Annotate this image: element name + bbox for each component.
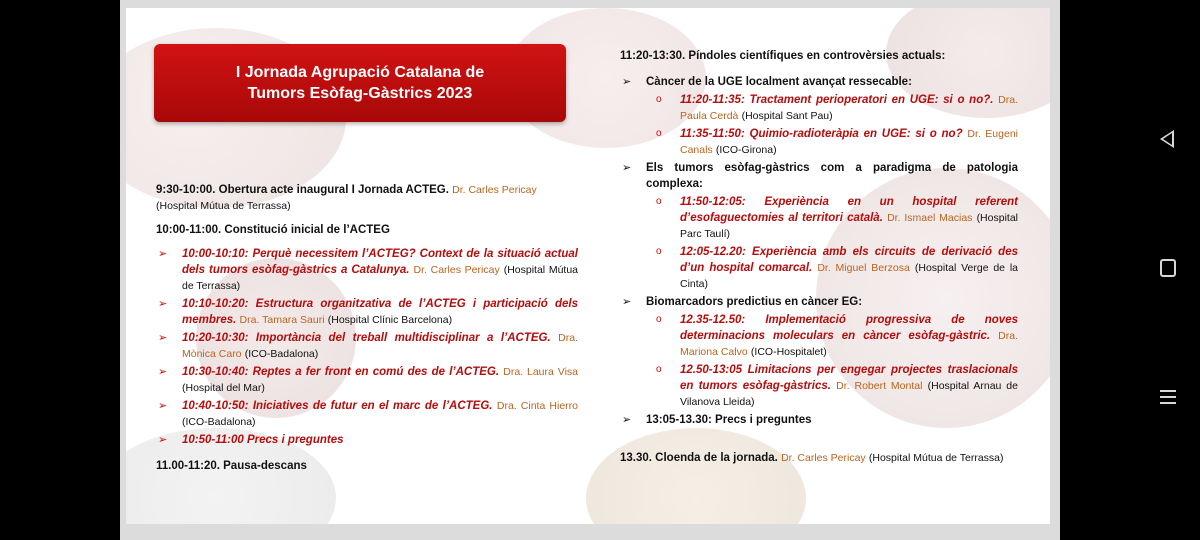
item-speaker: Dra. Mariona Calvo	[680, 330, 1018, 358]
agenda-subitem	[620, 362, 1018, 410]
item-speaker: Dr. Carles Pericay	[413, 264, 500, 276]
home-icon[interactable]	[1160, 259, 1176, 277]
item-speaker: Dra. Cinta Hierro	[496, 400, 578, 412]
closing-entry	[620, 450, 1018, 466]
item-speaker: Dr. Miguel Berzosa	[817, 262, 910, 274]
opening-affiliation: (Hospital Mútua de Terrassa)	[156, 200, 291, 212]
item-speaker: Dra. Tamara Sauri	[239, 314, 325, 326]
arrow-bullet-icon: ➢	[158, 248, 168, 260]
item-title: 11:20-11:35: Tractament perioperatori en UGE: si o no?.	[680, 94, 994, 106]
topic-group	[620, 160, 1018, 192]
item-speaker: Dr. Ismael Macias	[887, 212, 973, 224]
item-title: 12.50-13:05 Limitacions per engegar projectes traslacionals en tumors esòfag-gàstrics.	[680, 364, 1018, 392]
program-right-column	[620, 48, 1018, 466]
item-title: 11:35-11:50: Quimio-radioteràpia en UGE: si o no?	[680, 128, 963, 140]
topic-title: Biomarcadors predictius en càncer EG:	[646, 296, 863, 308]
opening-time: 9:30-10:00.	[156, 184, 216, 196]
back-icon[interactable]	[1160, 130, 1174, 148]
opening-speaker: Dr. Carles Pericay	[452, 184, 537, 196]
topic-title: Càncer de la UGE localment avançat ressecable:	[646, 76, 912, 88]
agenda-item	[156, 246, 578, 294]
document-viewer[interactable]	[120, 0, 1060, 540]
agenda-item	[156, 330, 578, 362]
item-title: 10:50-11:00 Precs i preguntes	[182, 434, 344, 446]
circle-bullet-icon: o	[656, 128, 662, 139]
program-left-column	[156, 182, 578, 474]
program-page	[126, 8, 1050, 524]
opening-title: Obertura acte inaugural I Jornada ACTEG.	[218, 184, 449, 196]
circle-bullet-icon: o	[656, 364, 662, 375]
opening-entry	[156, 182, 578, 214]
agenda-item	[156, 364, 578, 396]
item-title: 10:10-10:20: Estructura organitzativa de l’ACTEG i participació dels membres.	[182, 298, 578, 326]
event-title-line2: Tumors Esòfag-Gàstrics 2023	[247, 85, 473, 102]
item-affiliation: (ICO-Girona)	[715, 144, 777, 156]
closing-title: 13.30. Cloenda de la jornada.	[620, 452, 778, 464]
item-affiliation: (Hospital Clínic Barcelona)	[327, 314, 453, 326]
arrow-bullet-icon: ➢	[622, 296, 632, 308]
agenda-subitem	[620, 92, 1018, 124]
agenda-subitem	[620, 244, 1018, 292]
item-title: 12.35-12.50: Implementació progressiva de noves determinacions moleculars en càncer esòfag-gàstric.	[680, 314, 1018, 342]
item-title: 10:30-10:40: Reptes a fer front en comú des de l’ACTEG.	[182, 366, 500, 378]
item-affiliation: (Hospital Arnau de Vilanova Lleida)	[680, 380, 1018, 408]
break-entry: 11.00-11:20. Pausa-descans	[156, 460, 307, 472]
event-title-line1: I Jornada Agrupació Catalana de	[235, 64, 485, 81]
item-affiliation: (Hospital Sant Pau)	[741, 110, 833, 122]
item-affiliation: (Hospital Parc Taulí)	[680, 212, 1018, 240]
arrow-bullet-icon: ➢	[158, 400, 168, 412]
arrow-bullet-icon: ➢	[158, 332, 168, 344]
item-affiliation: (ICO-Badalona)	[182, 416, 256, 428]
item-affiliation: (ICO-Badalona)	[244, 348, 319, 360]
item-title: 10:00-10:10: Perquè necessitem l’ACTEG? Context de la situació actual dels tumors esòfag-gàstrics a Catalunya.	[182, 248, 578, 276]
item-affiliation: (Hospital Mútua de Terrassa)	[182, 264, 579, 292]
agenda-subitem	[620, 126, 1018, 158]
circle-bullet-icon: o	[656, 94, 662, 105]
agenda-item	[156, 432, 578, 448]
arrow-bullet-icon: ➢	[622, 162, 632, 174]
arrow-bullet-icon: ➢	[622, 414, 632, 426]
item-affiliation: (Hospital Verge de la Cinta)	[680, 262, 1018, 290]
circle-bullet-icon: o	[656, 246, 662, 257]
circle-bullet-icon: o	[656, 314, 662, 325]
item-speaker: Dr. Robert Montal	[836, 380, 923, 392]
item-title: 10:40-10:50: Iniciatives de futur en el marc de l’ACTEG.	[182, 400, 493, 412]
topic-group	[620, 74, 1018, 90]
item-affiliation: (Hospital del Mar)	[182, 382, 265, 394]
circle-bullet-icon: o	[656, 196, 662, 207]
item-title: 12:05-12.20: Experiència amb els circuits de derivació des d’un hospital comarcal.	[680, 246, 1018, 274]
closing-speaker: Dr. Carles Pericay	[781, 452, 866, 464]
agenda-item	[156, 398, 578, 430]
arrow-bullet-icon: ➢	[158, 366, 168, 378]
arrow-bullet-icon: ➢	[158, 298, 168, 310]
closing-affiliation: (Hospital Mútua de Terrassa)	[868, 452, 1004, 464]
agenda-item	[156, 296, 578, 328]
item-speaker: Dr. Eugeni Canals	[680, 128, 1018, 156]
item-speaker: Dra. Mònica Caro	[182, 332, 578, 360]
qa-title: 13:05-13.30: Precs i preguntes	[646, 414, 812, 426]
item-title: 10:20-10:30: Importància del treball multidisciplinar a l’ACTEG.	[182, 332, 551, 344]
item-speaker: Dra. Paula Cerdà	[680, 94, 1018, 122]
agenda-subitem	[620, 312, 1018, 360]
topic-title: Els tumors esòfag-gàstrics com a paradigma de patologia complexa:	[646, 162, 1018, 190]
session1-heading: 10:00-11:00. Constitució inicial de l’ACTEG	[156, 224, 390, 236]
system-navigation-bar	[1138, 0, 1200, 540]
qa-entry	[620, 412, 1018, 428]
agenda-subitem	[620, 194, 1018, 242]
session2-heading: 11:20-13:30. Píndoles científiques en controvèrsies actuals:	[620, 50, 946, 62]
item-speaker: Dra. Laura Visa	[503, 366, 578, 378]
recent-apps-icon[interactable]	[1160, 390, 1176, 408]
arrow-bullet-icon: ➢	[158, 434, 168, 446]
topic-group	[620, 294, 1018, 310]
arrow-bullet-icon: ➢	[622, 76, 632, 88]
item-title: 11:50-12:05: Experiència en un hospital referent d’esofaguectomies al territori català.	[680, 196, 1018, 224]
item-affiliation: (ICO-Hospitalet)	[750, 346, 827, 358]
event-title-banner	[154, 44, 566, 122]
